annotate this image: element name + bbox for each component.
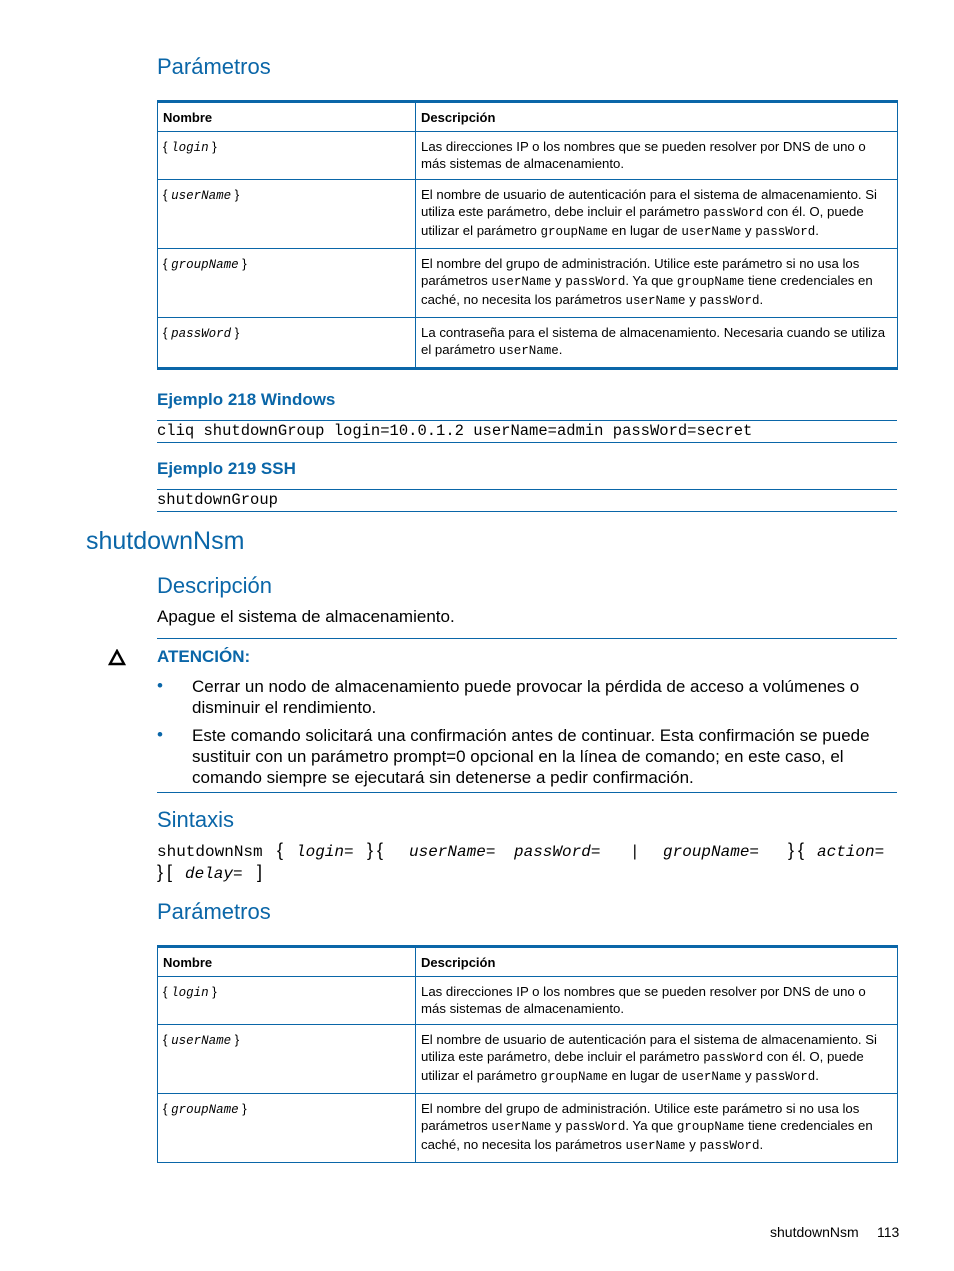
- bullet-dot: •: [157, 676, 163, 695]
- syntax-brace: {: [377, 840, 384, 860]
- param-code-ref: passWord: [703, 1051, 764, 1065]
- syntax-brace: }: [367, 840, 374, 860]
- param-description-text: con él. O, puede utilizar el parámetro: [421, 204, 864, 238]
- param-name: passWord: [171, 327, 232, 341]
- caution-bullet-1: [157, 676, 887, 718]
- param-code-ref: userName: [681, 1070, 742, 1084]
- param-code-ref: passWord: [755, 225, 816, 239]
- caution-label: ATENCIÓN:: [157, 647, 251, 666]
- param-description-cell: [416, 249, 898, 318]
- param-name-cell: { login }: [158, 977, 416, 1025]
- params-table-2: [157, 945, 898, 1163]
- param-description-text: Las direcciones IP o los nombres que se pueden resolver por DNS de uno o más sistemas de almacenamiento.: [421, 139, 866, 171]
- param-description-text: y: [685, 292, 700, 307]
- param-code-ref: userName: [625, 294, 686, 308]
- syntax-brace: {: [277, 840, 284, 860]
- caution-bottom-rule: [157, 792, 897, 793]
- syntax-login: login=: [296, 843, 354, 861]
- params-table-1-body: [158, 132, 898, 369]
- params-table-1: [157, 100, 898, 370]
- syntax-groupname: groupName=: [663, 843, 760, 861]
- param-description-text: El nombre de usuario de autenticación para el sistema de almacenamiento. Si utiliza este parámetro, debe incluir el parámetro: [421, 1032, 877, 1064]
- param-description-text: El nombre del grupo de administración. Utilice este parámetro si no usa los parámetros: [421, 256, 860, 288]
- syntax-heading: Sintaxis: [157, 807, 235, 832]
- syntax-username: userName=: [409, 843, 496, 861]
- param-name-cell: { userName }: [158, 180, 416, 249]
- param-description-text: y: [741, 1068, 756, 1083]
- caution-bullet-2: [157, 725, 887, 788]
- params-heading-1: Parámetros: [157, 54, 271, 79]
- syntax-action: action=: [817, 843, 885, 861]
- param-description-cell: [416, 318, 898, 369]
- description-text: Apague el sistema de almacenamiento.: [157, 607, 455, 626]
- param-description-text: y: [551, 1118, 566, 1133]
- param-code-ref: groupName: [676, 275, 745, 289]
- syntax-bracket: ]: [257, 862, 263, 882]
- param-code-ref: userName: [681, 225, 742, 239]
- param-description-text: El nombre del grupo de administración. Utilice este parámetro si no usa los parámetros: [421, 1101, 860, 1133]
- syntax-brace: }: [157, 862, 164, 882]
- param-name-cell: { login }: [158, 132, 416, 180]
- param-row: [158, 132, 898, 180]
- param-description-text: El nombre de usuario de autenticación para el sistema de almacenamiento. Si utiliza este parámetro, debe incluir el parámetro: [421, 187, 877, 219]
- col-header-name: Nombre: [158, 102, 416, 132]
- param-name: groupName: [171, 1103, 239, 1117]
- example-219-label: Ejemplo 219 SSH: [157, 459, 296, 478]
- param-description-text: tiene credenciales en caché, no necesita los parámetros: [421, 273, 873, 307]
- param-code-ref: groupName: [676, 1120, 745, 1134]
- param-description-text: y: [685, 1137, 700, 1152]
- param-description-text: tiene credenciales en caché, no necesita los parámetros: [421, 1118, 873, 1152]
- param-code-ref: passWord: [755, 1070, 816, 1084]
- caution-triangle-icon: [108, 649, 126, 666]
- command-title: shutdownNsm: [86, 527, 245, 555]
- bullet-dot: •: [157, 725, 163, 744]
- param-row: [158, 180, 898, 249]
- param-name-cell: { userName }: [158, 1025, 416, 1094]
- syntax-brace: {: [798, 840, 805, 860]
- syntax-bracket: [: [167, 862, 173, 882]
- param-name-cell: { passWord }: [158, 318, 416, 369]
- example-218-code: cliq shutdownGroup login=10.0.1.2 userName=admin passWord=secret: [157, 420, 897, 443]
- param-description-cell: [416, 1094, 898, 1163]
- param-code-ref: passWord: [703, 206, 764, 220]
- param-row: [158, 1025, 898, 1094]
- param-description-cell: [416, 977, 898, 1025]
- param-description-cell: [416, 180, 898, 249]
- param-code-ref: passWord: [565, 1120, 626, 1134]
- caution-top-rule: [157, 638, 897, 639]
- param-description-text: La contraseña para el sistema de almacenamiento. Necesaria cuando se utiliza el parámetro: [421, 325, 886, 357]
- caution-bullet-1-text: Cerrar un nodo de almacenamiento puede provocar la pérdida de acceso a volúmenes o disminuir el rendimiento.: [192, 677, 860, 717]
- param-row: [158, 977, 898, 1025]
- param-code-ref: groupName: [540, 1070, 608, 1084]
- param-row: [158, 249, 898, 318]
- param-description-text: .: [815, 1068, 819, 1083]
- param-code-ref: passWord: [565, 275, 626, 289]
- param-description-text: con él. O, puede utilizar el parámetro: [421, 1049, 864, 1083]
- param-code-ref: userName: [491, 275, 552, 289]
- param-description-text: Las direcciones IP o los nombres que se pueden resolver por DNS de uno o más sistemas de almacenamiento.: [421, 984, 866, 1016]
- param-code-ref: userName: [498, 344, 559, 358]
- param-name-cell: { groupName }: [158, 249, 416, 318]
- syntax-brace: }: [788, 840, 795, 860]
- col-header-description: Descripción: [416, 102, 898, 132]
- param-description-text: . Ya que: [625, 1118, 677, 1133]
- example-218-label: Ejemplo 218 Windows: [157, 390, 336, 409]
- param-description-text: .: [759, 1137, 764, 1152]
- param-row: [158, 318, 898, 369]
- param-description-text: . Ya que: [625, 273, 677, 288]
- col-header-name: Nombre: [158, 947, 416, 977]
- syntax-command: shutdownNsm: [157, 843, 263, 861]
- syntax-block: [157, 841, 897, 885]
- param-description-text: y: [741, 223, 756, 238]
- param-code-ref: passWord: [699, 1139, 760, 1153]
- param-code-ref: passWord: [699, 294, 760, 308]
- param-description-text: en lugar de: [607, 1068, 682, 1083]
- param-row: [158, 1094, 898, 1163]
- example-219-code: shutdownGroup: [157, 489, 897, 512]
- param-description-cell: [416, 1025, 898, 1094]
- param-description-text: .: [815, 223, 819, 238]
- param-description-cell: [416, 132, 898, 180]
- syntax-separator: |: [630, 843, 640, 861]
- param-description-text: .: [558, 342, 563, 357]
- param-name-cell: { groupName }: [158, 1094, 416, 1163]
- syntax-password: passWord=: [514, 843, 601, 861]
- param-name: login: [171, 141, 209, 155]
- param-description-text: .: [759, 292, 764, 307]
- params-table-2-body: [158, 977, 898, 1163]
- param-name: login: [171, 986, 209, 1000]
- description-heading: Descripción: [157, 573, 272, 598]
- syntax-delay: delay=: [185, 865, 243, 883]
- param-name: userName: [171, 189, 232, 203]
- param-name: groupName: [171, 258, 239, 272]
- param-code-ref: groupName: [540, 225, 608, 239]
- param-code-ref: userName: [491, 1120, 552, 1134]
- col-header-description: Descripción: [416, 947, 898, 977]
- params-heading-2: Parámetros: [157, 899, 271, 924]
- footer-running-title: shutdownNsm: [770, 1224, 859, 1240]
- caution-bullet-2-text: Este comando solicitará una confirmación antes de continuar. Esta confirmación se puede sustituir con un parámetro prompt=0 opcional en la línea de comando; en este caso, el comando siempre se ejecutará sin detenerse a pedir confirmación.: [192, 726, 870, 787]
- param-code-ref: userName: [625, 1139, 686, 1153]
- param-name: userName: [171, 1034, 232, 1048]
- param-description-text: en lugar de: [607, 223, 682, 238]
- param-description-text: y: [551, 273, 566, 288]
- footer-page-number: 113: [877, 1224, 900, 1240]
